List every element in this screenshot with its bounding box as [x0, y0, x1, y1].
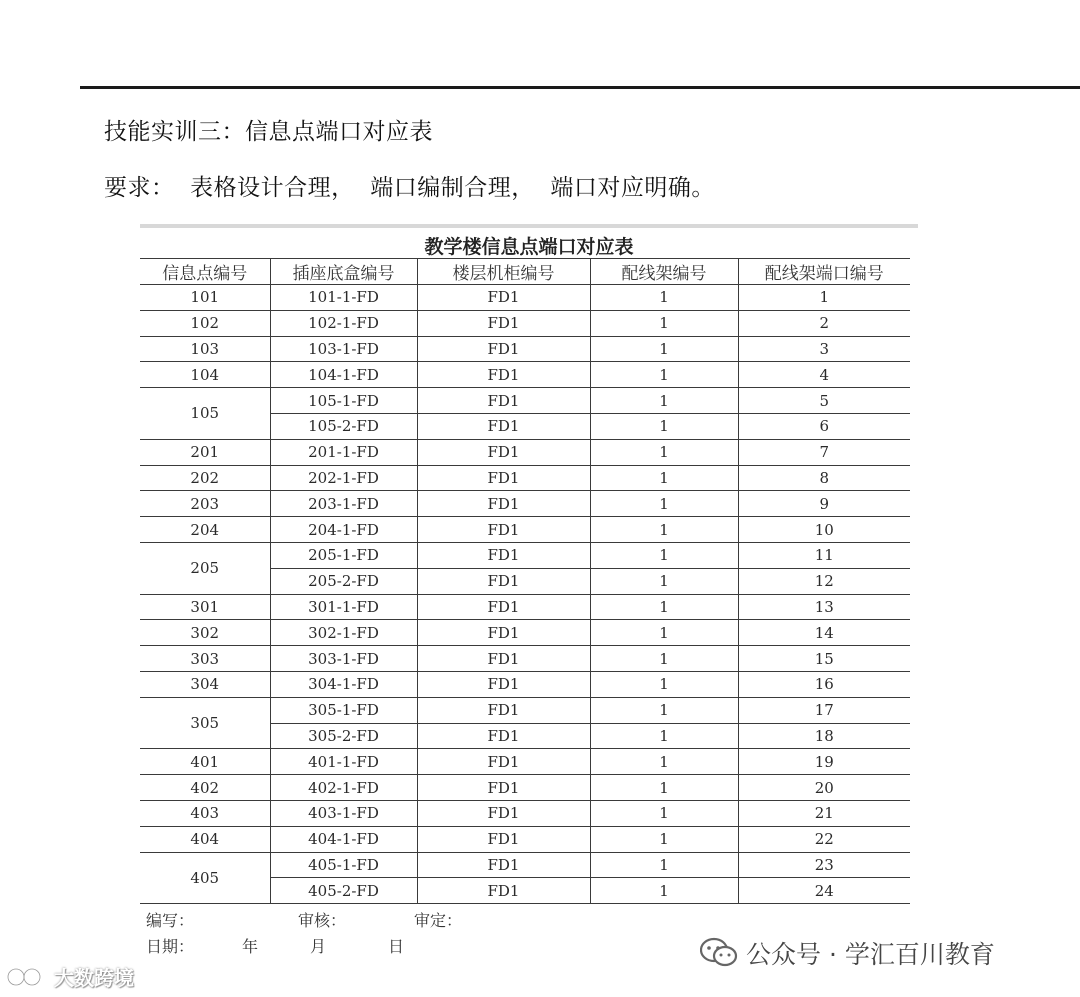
cell-floor-cabinet: FD1 [417, 878, 590, 904]
table-row [140, 542, 910, 568]
cell-floor-cabinet: FD1 [417, 388, 590, 414]
cell-floor-cabinet: FD1 [417, 800, 590, 826]
cell-panel-port: 6 [738, 413, 910, 439]
header-patch-panel: 配线架编号 [590, 259, 738, 285]
cell-panel-port: 10 [738, 517, 910, 543]
cell-panel-port: 22 [738, 826, 910, 852]
cell-patch-panel: 1 [590, 542, 738, 568]
cell-panel-port: 17 [738, 697, 910, 723]
cell-panel-port: 5 [738, 388, 910, 414]
cell-panel-port: 4 [738, 362, 910, 388]
cell-info-point: 103 [140, 336, 270, 362]
cell-info-point: 203 [140, 491, 270, 517]
header-socket-box: 插座底盒编号 [270, 259, 417, 285]
cell-socket-box: 204-1-FD [270, 517, 417, 543]
cell-floor-cabinet: FD1 [417, 826, 590, 852]
table-title: 教学楼信息点端口对应表 [424, 236, 634, 258]
cell-patch-panel: 1 [590, 620, 738, 646]
port-mapping-table [140, 258, 910, 904]
year-label: 年 [242, 937, 259, 956]
cell-panel-port: 21 [738, 800, 910, 826]
cell-socket-box: 105-1-FD [270, 388, 417, 414]
cell-info-point: 404 [140, 826, 270, 852]
cell-panel-port: 16 [738, 671, 910, 697]
cell-info-point: 205 [140, 542, 270, 594]
cell-socket-box: 301-1-FD [270, 594, 417, 620]
cell-patch-panel: 1 [590, 594, 738, 620]
table-header-row [140, 259, 910, 285]
cell-info-point: 202 [140, 465, 270, 491]
cell-panel-port: 3 [738, 336, 910, 362]
cell-socket-box: 104-1-FD [270, 362, 417, 388]
cell-socket-box: 303-1-FD [270, 646, 417, 672]
cell-socket-box: 405-2-FD [270, 878, 417, 904]
cell-floor-cabinet: FD1 [417, 362, 590, 388]
cell-socket-box: 203-1-FD [270, 491, 417, 517]
cell-patch-panel: 1 [590, 800, 738, 826]
table-row [140, 671, 910, 697]
table-row [140, 800, 910, 826]
cell-info-point: 303 [140, 646, 270, 672]
table-row [140, 491, 910, 517]
requirement-text: 要求： 表格设计合理， 端口编制合理， 端口对应明确。 [104, 175, 715, 201]
cell-info-point: 204 [140, 517, 270, 543]
corner-watermark-text: 大数跨境 [54, 966, 134, 990]
cell-socket-box: 305-1-FD [270, 697, 417, 723]
cell-info-point: 305 [140, 697, 270, 749]
header-info-point: 信息点编号 [140, 259, 270, 285]
cell-panel-port: 24 [738, 878, 910, 904]
cell-patch-panel: 1 [590, 723, 738, 749]
scan-edge [140, 224, 918, 228]
cell-floor-cabinet: FD1 [417, 491, 590, 517]
cell-patch-panel: 1 [590, 671, 738, 697]
table-row [140, 852, 910, 878]
cell-panel-port: 7 [738, 439, 910, 465]
cell-patch-panel: 1 [590, 439, 738, 465]
cell-socket-box: 405-1-FD [270, 852, 417, 878]
cell-panel-port: 15 [738, 646, 910, 672]
cell-socket-box: 205-2-FD [270, 568, 417, 594]
header-panel-port: 配线架端口编号 [738, 259, 910, 285]
cell-socket-box: 302-1-FD [270, 620, 417, 646]
cell-patch-panel: 1 [590, 285, 738, 311]
cell-patch-panel: 1 [590, 310, 738, 336]
cell-panel-port: 20 [738, 775, 910, 801]
cell-socket-box: 402-1-FD [270, 775, 417, 801]
cell-panel-port: 18 [738, 723, 910, 749]
table-row [140, 439, 910, 465]
month-label: 月 [310, 937, 327, 956]
cell-info-point: 105 [140, 388, 270, 440]
editor-label: 编写： [146, 911, 195, 930]
cell-info-point: 301 [140, 594, 270, 620]
cell-info-point: 405 [140, 852, 270, 904]
cell-info-point: 302 [140, 620, 270, 646]
table-row [140, 775, 910, 801]
cell-floor-cabinet: FD1 [417, 310, 590, 336]
table-row [140, 285, 910, 311]
cell-floor-cabinet: FD1 [417, 852, 590, 878]
cell-panel-port: 9 [738, 491, 910, 517]
cell-floor-cabinet: FD1 [417, 413, 590, 439]
table-row [140, 517, 910, 543]
date-label: 日期： [146, 937, 195, 956]
cell-socket-box: 202-1-FD [270, 465, 417, 491]
table-row [140, 749, 910, 775]
cell-socket-box: 105-2-FD [270, 413, 417, 439]
cell-patch-panel: 1 [590, 646, 738, 672]
cell-info-point: 101 [140, 285, 270, 311]
cell-socket-box: 304-1-FD [270, 671, 417, 697]
cell-patch-panel: 1 [590, 697, 738, 723]
cell-socket-box: 101-1-FD [270, 285, 417, 311]
cell-patch-panel: 1 [590, 413, 738, 439]
table-row [140, 826, 910, 852]
cell-patch-panel: 1 [590, 826, 738, 852]
cell-floor-cabinet: FD1 [417, 465, 590, 491]
logo-icon [6, 964, 50, 990]
cell-socket-box: 403-1-FD [270, 800, 417, 826]
table-row [140, 336, 910, 362]
cell-socket-box: 103-1-FD [270, 336, 417, 362]
table-row [140, 620, 910, 646]
scanned-table-image [140, 224, 918, 956]
cell-socket-box: 401-1-FD [270, 749, 417, 775]
table-row [140, 310, 910, 336]
cell-floor-cabinet: FD1 [417, 775, 590, 801]
cell-floor-cabinet: FD1 [417, 542, 590, 568]
cell-floor-cabinet: FD1 [417, 517, 590, 543]
cell-floor-cabinet: FD1 [417, 285, 590, 311]
cell-patch-panel: 1 [590, 388, 738, 414]
table-row [140, 697, 910, 723]
cell-panel-port: 12 [738, 568, 910, 594]
table-row [140, 388, 910, 414]
cell-patch-panel: 1 [590, 517, 738, 543]
table-row [140, 646, 910, 672]
cell-panel-port: 23 [738, 852, 910, 878]
cell-panel-port: 13 [738, 594, 910, 620]
cell-patch-panel: 1 [590, 878, 738, 904]
page-heading: 技能实训三：信息点端口对应表 [104, 119, 433, 145]
cell-floor-cabinet: FD1 [417, 697, 590, 723]
cell-socket-box: 201-1-FD [270, 439, 417, 465]
cell-socket-box: 404-1-FD [270, 826, 417, 852]
cell-patch-panel: 1 [590, 362, 738, 388]
cell-patch-panel: 1 [590, 775, 738, 801]
cell-panel-port: 19 [738, 749, 910, 775]
cell-floor-cabinet: FD1 [417, 594, 590, 620]
wechat-icon [700, 937, 738, 969]
cell-floor-cabinet: FD1 [417, 439, 590, 465]
cell-info-point: 402 [140, 775, 270, 801]
cell-info-point: 403 [140, 800, 270, 826]
table-body [140, 285, 910, 904]
wechat-watermark [700, 935, 995, 971]
cell-panel-port: 14 [738, 620, 910, 646]
cell-floor-cabinet: FD1 [417, 568, 590, 594]
cell-info-point: 304 [140, 671, 270, 697]
cell-info-point: 401 [140, 749, 270, 775]
cell-info-point: 201 [140, 439, 270, 465]
cell-floor-cabinet: FD1 [417, 749, 590, 775]
cell-floor-cabinet: FD1 [417, 336, 590, 362]
cell-patch-panel: 1 [590, 465, 738, 491]
cell-info-point: 102 [140, 310, 270, 336]
cell-patch-panel: 1 [590, 852, 738, 878]
cell-panel-port: 2 [738, 310, 910, 336]
cell-panel-port: 1 [738, 285, 910, 311]
table-row [140, 465, 910, 491]
cell-panel-port: 8 [738, 465, 910, 491]
cell-socket-box: 205-1-FD [270, 542, 417, 568]
cell-socket-box: 305-2-FD [270, 723, 417, 749]
cell-info-point: 104 [140, 362, 270, 388]
cell-patch-panel: 1 [590, 336, 738, 362]
cell-patch-panel: 1 [590, 749, 738, 775]
approver-label: 审定： [414, 911, 463, 930]
day-label: 日 [388, 937, 405, 956]
cell-floor-cabinet: FD1 [417, 646, 590, 672]
table-row [140, 362, 910, 388]
cell-socket-box: 102-1-FD [270, 310, 417, 336]
cell-floor-cabinet: FD1 [417, 620, 590, 646]
top-divider [80, 86, 1080, 89]
header-floor-cabinet: 楼层机柜编号 [417, 259, 590, 285]
reviewer-label: 审核： [298, 911, 347, 930]
table-row [140, 594, 910, 620]
cell-floor-cabinet: FD1 [417, 671, 590, 697]
cell-patch-panel: 1 [590, 491, 738, 517]
cell-floor-cabinet: FD1 [417, 723, 590, 749]
corner-watermark [6, 962, 134, 991]
cell-panel-port: 11 [738, 542, 910, 568]
wechat-watermark-text: 公众号 · 学汇百川教育 [746, 940, 995, 969]
cell-patch-panel: 1 [590, 568, 738, 594]
